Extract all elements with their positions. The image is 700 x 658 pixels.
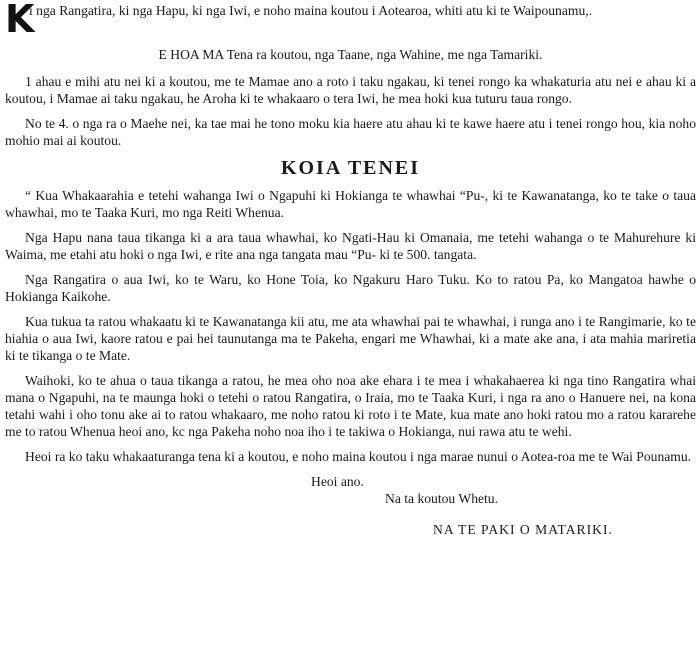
paragraph-body-1: “ Kua Whakaarahia e tetehi wahanga Iwi o Ngapuhi ki Hokianga te whawhai “Pu-, ki te Kawanatanga, ko te take o taua whawhai, mo te Taaka Kuri, mo nga Reiti Whenua. (5, 188, 696, 220)
paragraph-body-5: Waihoki, ko te ahua o taua tikanga a ratou, he mea oho noa ake ehara i te mea i whakahaerea ki nga tino Rangatira whai mana o Ngapuhi, na te maunga hoki o tetehi o ratou Rangatira, o Iraia, mo te Taaka Kuri, i nga ra ano o Hanuere nei, na kona tetahi wahi i oho tonu ake ai to ratou whakaaro, me noho ratou ki roto i te Mate, kua mate ano hoki ratou mo a ratou kararehe me to ratou Whenua heoi ano, kc nga Pakeha noho noa iho i te takiwa o Hokianga, nui rawa atu te wehi. (5, 373, 696, 439)
opening-paragraph (5, 0, 696, 41)
paragraph-intro-2: No te 4. o nga ra o Maehe nei, ka tae mai he tono moku kia haere atu ahau ki te kawe haere atu i tenei rongo hou, kia noho mohio mai ai koutou. (5, 116, 696, 148)
greeting-line: E HOA MA Tena ra koutou, nga Taane, nga Wahine, me nga Tamariki. (158, 47, 543, 62)
paragraph-body-3: Nga Rangatira o aua Iwi, ko te Waru, ko Hone Toia, ko Ngakuru Haro Tuku. Ko to ratou Pa, ko Mangatoa hawhe o Hokianga Kaikohe. (5, 272, 696, 304)
section-heading: KOIA TENEI (280, 157, 421, 179)
paragraph-body-6: Heoi ra ko taku whakaaturanga tena ki a koutou, e noho maina koutou i nga marae nunui o Aotea-roa me te Wai Pounamu. (25, 449, 692, 464)
paragraph-body-4: Kua tukua ta ratou whakaatu ki te Kawanatanga kii atu, me ata whawhai pai te whawhai, i runga ano i te Rangimarie, ko te hiahia o aua Iwi, kaore ratou e pai hei taunutanga ma te Pakeha, engari me Whawhai, ki a mate ake ana, i ata mahia mariretia ki te tikanga o te Mate. (5, 314, 696, 363)
signature: NA TE PAKI O MATARIKI. (433, 522, 613, 537)
closing-line-heoi-ano: Heoi ano. (311, 474, 364, 489)
opening-text: i nga Rangatira, ki nga Hapu, ki nga Iwi, e noho maina koutou i Aotearoa, whiti atu ki te Waipounamu,. (29, 3, 593, 18)
paragraph-body-2: Nga Hapu nana taua tikanga ki a ara taua whawhai, ko Ngati-Hau ki Omanaia, me tetehi wahanga o te Mahurehure ki Waima, me etahi atu hoki o nga Iwi, e rite ana nga tangata mau “Pu- ki te 500. tangata. (5, 230, 696, 262)
closing-line-whetu: Na ta koutou Whetu. (385, 491, 499, 506)
drop-cap: K (5, 0, 35, 41)
paragraph-intro-1: 1 ahau e mihi atu nei ki a koutou, me te Mamae ano a roto i taku ngakau, ki tenei rongo ka whakaturia atu nei e ahau ki a koutou, i Mamae ai taku ngakau, he Aroha ki te whakaaro o tera Iwi, he mea hoki kua tuturu taua rongo. (5, 74, 696, 106)
